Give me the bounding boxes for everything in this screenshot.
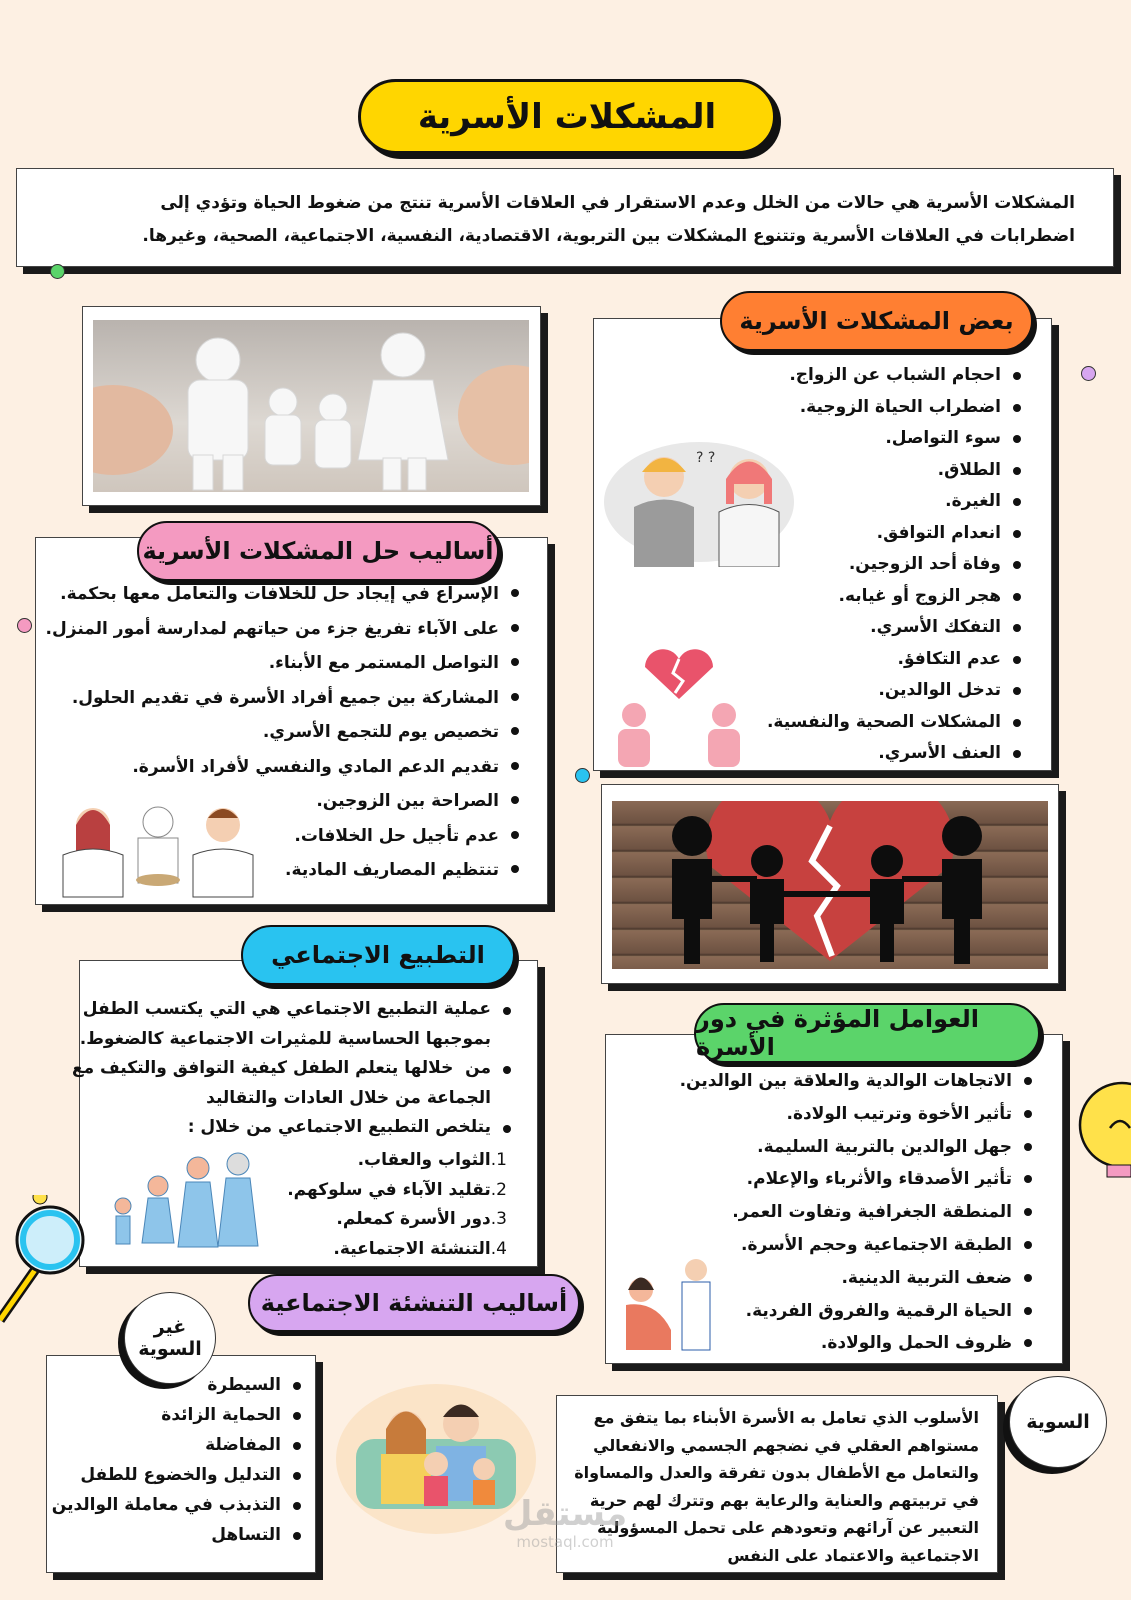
number-label: 2. [490, 1179, 507, 1200]
normal-label: السوية [1026, 1411, 1090, 1433]
abnormal-label-2: السوية [138, 1338, 202, 1360]
svg-text:? ?: ? ? [696, 450, 716, 466]
list-item: انعدام التوافق. [767, 518, 1025, 550]
page-title: المشكلات الأسرية [417, 96, 717, 137]
normal-badge [1009, 1376, 1107, 1468]
list-item: الصراحة بين الزوجين. [46, 784, 523, 819]
list-item: تدخل الوالدين. [767, 675, 1025, 707]
list-item: هجر الزوج أو غيابه. [767, 581, 1025, 613]
numbered-item: 3.دور الأسرة كمعلم. [336, 1209, 507, 1229]
list-item: يتلخص التطبيع الاجتماعي من خلال : [72, 1113, 515, 1143]
counseling-illustration [48, 800, 263, 900]
list-item: ظروف الحمل والولادة. [680, 1327, 1036, 1360]
watermark-text: مستقل [502, 1494, 628, 1534]
list-item: سوء التواصل. [767, 423, 1025, 455]
list-item: الطلاق. [767, 455, 1025, 487]
socialization-item-1: عملية التطبيع الاجتماعي هي التي يكتسب الطفل بموجبها الحساسية للمثيرات الاجتماعية كالضغوط. [79, 999, 491, 1049]
list-item [72, 1054, 515, 1113]
upbringing-heading: أساليب التنشئة الاجتماعية [260, 1289, 568, 1317]
lightbulb-icon [1072, 1070, 1131, 1180]
socialization-heading: التطبيع الاجتماعي [271, 941, 485, 969]
list-item: الحياة الرقمية والفروق الفردية. [680, 1295, 1036, 1328]
list-item: التفكك الأسري. [767, 612, 1025, 644]
abnormal-badge [124, 1292, 216, 1384]
numbered-item: 4.التنشئة الاجتماعية. [333, 1238, 507, 1259]
socialization-list [72, 995, 515, 1143]
list-item: الإسراع في إيجاد حل للخلافات والتعامل معها بحكمة. [46, 577, 523, 612]
abnormal-card [46, 1355, 316, 1573]
factors-heading-pill [694, 1003, 1040, 1063]
normal-text-line: والتعامل مع الأطفال بدون تفرقة والعدل والمساواة [574, 1463, 979, 1482]
list-item: تأثير الأصدقاء والأثرباء والإعلام. [680, 1163, 1036, 1196]
list-item: تقديم الدعم المادي والنفسي لأفراد الأسرة. [46, 750, 523, 785]
problems-heading-pill [720, 291, 1033, 351]
socialization-item-2: من خلالها يتعلم الطفل كيفية التوافق والتكيف مع الجماعة من خلال العادات والتقاليد [71, 1058, 491, 1108]
socialization-card [71, 960, 538, 1267]
title-pill [358, 79, 776, 154]
list-item: تخصيص يوم للتجمع الأسري. [46, 715, 523, 750]
list-item: وفاة أحد الزوجين. [767, 549, 1025, 581]
list-item: التدليل والخضوع للطفل [52, 1460, 305, 1490]
broken-heart-family-photo [612, 801, 1048, 969]
number-label: 1. [490, 1150, 507, 1170]
solutions-card [35, 537, 548, 905]
watermark-url: mostaql.com [516, 1533, 614, 1551]
list-item: التذبذب في معاملة الوالدين [52, 1490, 305, 1520]
problems-heading: بعض المشكلات الأسرية [739, 307, 1014, 335]
list-item: المشاركة بين جميع أفراد الأسرة في تقديم الحلول. [46, 681, 523, 716]
watermark [490, 1495, 640, 1551]
list-item: المفاضلة [52, 1430, 305, 1460]
intro-line-2: اضطرابات في العلاقات الأسرية وتتنوع المشكلات بين التربوية، الاقتصادية، النفسية، الاجتماعية، الصحية، وغيرها. [142, 226, 1075, 246]
socialization-heading-pill [241, 925, 515, 985]
green-dot [50, 264, 65, 279]
growing-family-illustration [98, 1146, 268, 1261]
normal-text-line: في تربيتهم والعناية والرعاية بهم وتترك لهم حرية [589, 1490, 979, 1510]
broken-heart-photo-card [601, 784, 1059, 984]
blue-dot [575, 768, 590, 783]
normal-text-line: التعبير عن آرائهم وتعودهم على تحمل المسؤولية [597, 1518, 979, 1537]
family-photo-card [82, 306, 541, 506]
abnormal-label-1: غير [153, 1316, 187, 1338]
numbered-item: 2.تقليد الآباء في سلوكهم. [287, 1179, 507, 1200]
normal-text-line: الأسلوب الذي تعامل به الأسرة الأبناء بما يتفق مع [593, 1408, 979, 1427]
list-item: ضعف التربية الدينية. [680, 1262, 1036, 1295]
normal-text-line: مستواهم العقلي في نضجهم الجسمي والانفعالي [593, 1435, 979, 1455]
upbringing-heading-pill [248, 1274, 580, 1332]
normal-text-line: الاجتماعية والاعتماد على النفس [727, 1545, 979, 1565]
solutions-heading: أساليب حل المشكلات الأسرية [142, 537, 494, 565]
list-item: عدم تأجيل حل الخلافات. [46, 819, 523, 854]
socialization-numbered-list [287, 1146, 507, 1264]
number-label: 4. [490, 1238, 507, 1259]
list-item: التساهل [52, 1520, 305, 1550]
list-item: احجام الشباب عن الزواج. [767, 360, 1025, 392]
family-paper-cutout-photo [93, 320, 529, 492]
factors-card [605, 1034, 1063, 1364]
list-item: المنطقة الجغرافية وتفاوت العمر. [680, 1196, 1036, 1229]
list-item: تنتظيم المصاريف المادية. [46, 853, 523, 888]
problems-card [593, 318, 1052, 771]
factors-list [680, 1065, 1036, 1360]
list-item: تأثير الأخوة وترتيب الولادة. [680, 1098, 1036, 1131]
list-item: العنف الأسري. [767, 738, 1025, 770]
list-item: الغيرة. [767, 486, 1025, 518]
number-label: 3. [490, 1209, 507, 1229]
list-item: المشكلات الصحية والنفسية. [767, 707, 1025, 739]
pink-dot [17, 618, 32, 633]
list-item: عدم التكافؤ. [767, 644, 1025, 676]
list-item: على الآباء تفريغ جزء من حياتهم لمدارسة أمور المنزل. [46, 612, 523, 647]
purple-dot [1081, 366, 1096, 381]
numbered-item: 1.الثواب والعقاب. [357, 1150, 507, 1170]
list-item: السيطرة [52, 1370, 305, 1400]
problems-list [767, 360, 1025, 770]
factors-heading: العوامل المؤثرة في دور الأسرة [696, 1005, 979, 1061]
solutions-heading-pill [137, 521, 499, 581]
magnifier-icon [0, 1195, 90, 1325]
list-item: الحماية الزائدة [52, 1400, 305, 1430]
list-item: الطبقة الاجتماعية وحجم الأسرة. [680, 1229, 1036, 1262]
broken-heart-icon [604, 637, 754, 767]
confused-couple-illustration [604, 437, 804, 567]
intro-line-1: المشكلات الأسرية هي حالات من الخلل وعدم الاستقرار في العلاقات الأسرية تنتج من ضغوط الحياة وتؤدي إلى [160, 193, 1075, 213]
list-item: التواصل المستمر مع الأبناء. [46, 646, 523, 681]
list-item: جهل الوالدين بالتربية السليمة. [680, 1131, 1036, 1164]
intro-card [16, 168, 1114, 267]
list-item: اضطراب الحياة الزوجية. [767, 392, 1025, 424]
pregnancy-doctor-illustration [616, 1250, 726, 1355]
list-item [72, 995, 515, 1054]
abnormal-list [52, 1370, 305, 1550]
list-item: الاتجاهات الوالدية والعلاقة بين الوالدين. [680, 1065, 1036, 1098]
